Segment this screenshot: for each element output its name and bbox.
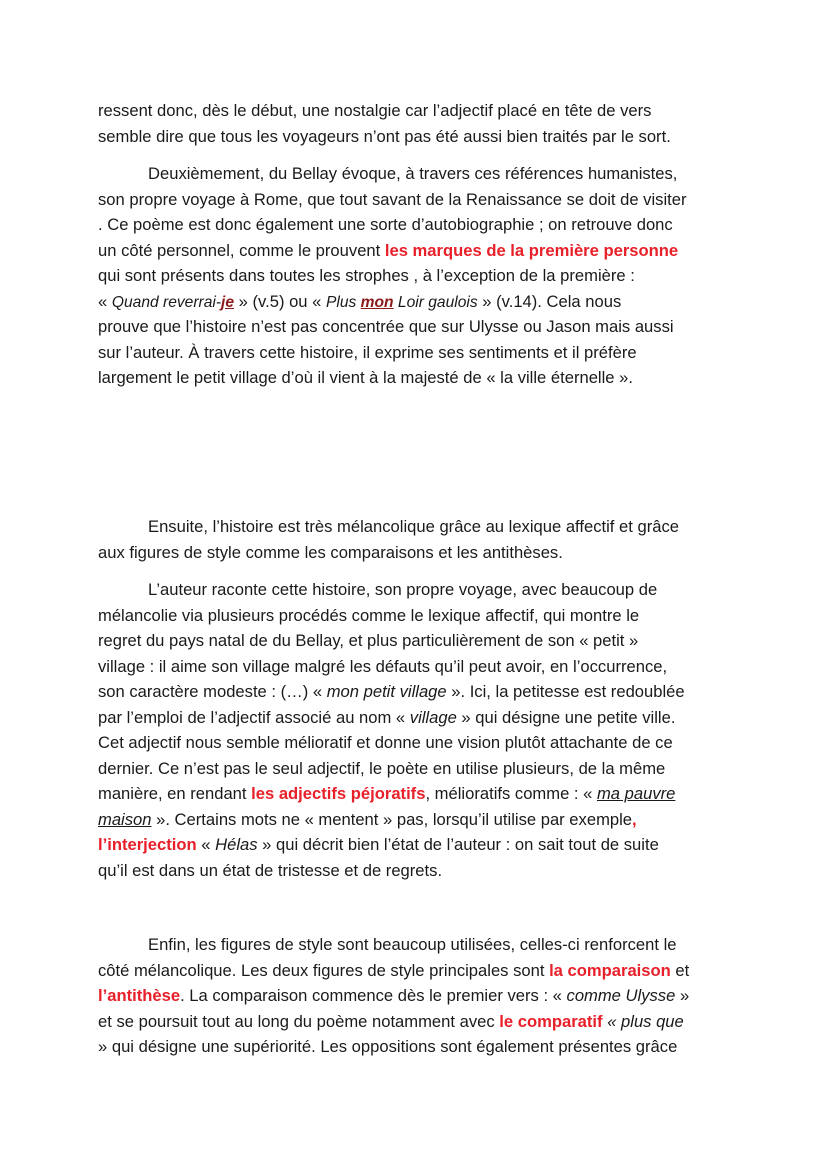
quote-italic: Plus [325,293,361,311]
text-run: , mélioratifs comme : « [425,784,597,803]
text-line: Deuxièmement, du Bellay évoque, à travers ces références humanistes, [148,164,678,183]
highlighted-phrase: le comparatif [499,1011,603,1031]
text-line: aux figures de style comme les comparaisons et les antithèses. [98,542,563,562]
text-run: » qui décrit bien l’état de l’auteur : on sait tout de suite [257,835,659,854]
text-line [98,238,738,264]
text-line [98,807,738,833]
quote-italic: comme Ulysse [566,986,676,1005]
text-line: son propre voyage à Rome, que tout savant de la Renaissance se doit de visiter [98,189,687,209]
quote-italic: maison [98,809,152,829]
text-line: Cet adjectif nous semble mélioratif et donne une vision plutôt attachante de ce [98,733,673,752]
text-run: ». Ici, la petitesse est redoublée [446,682,685,701]
text-run: . La comparaison commence dès le premier vers : « [180,986,567,1005]
text-run: « [98,291,112,311]
text-line: » qui désigne une supériorité. Les oppositions sont également présentes grâce [98,1037,678,1056]
paragraph-4 [98,577,738,883]
highlighted-phrase: , [632,809,637,829]
text-line: Ensuite, l’histoire est très mélancolique grâce au lexique affectif et grâce [148,517,679,536]
text-run: ». Certains mots ne « mentent » pas, lorsqu’il utilise par exemple [151,809,633,829]
text-run: et [670,960,690,980]
highlighted-phrase: les adjectifs péjoratifs [251,784,426,803]
text-line: village : il aime son village malgré les défauts qu’il peut avoir, en l’occurrence, [98,656,668,676]
paragraph-1 [98,98,738,149]
quote-italic: village [409,707,457,727]
text-line: regret du pays natal de du Bellay, et plus particulièrement de son « petit » [98,631,639,650]
text-line: . Ce poème est donc également une sorte d’autobiographie ; on retrouve donc [98,215,673,234]
text-line [98,705,738,731]
underlined-word: mon [360,293,394,311]
text-run: et se poursuit tout au long du poème notamment avec [98,1011,500,1031]
text-run: » qui désigne une petite ville. [456,707,676,727]
highlighted-phrase: les marques de la première personne [384,240,679,260]
highlighted-phrase: l’antithèse [98,986,181,1005]
text-line [98,1009,738,1035]
text-line [98,289,738,315]
quote-italic: Quand reverrai- [111,293,222,311]
text-line [98,781,738,807]
text-line: qu’il est dans un état de tristesse et de regrets. [98,860,443,880]
text-line [98,679,738,705]
quote-italic: « plus que [607,1011,684,1031]
paragraph-2 [98,161,738,391]
text-run: « [196,835,216,854]
paragraph-5 [98,932,738,1060]
highlighted-phrase: la comparaison [549,960,671,980]
paragraph-3 [98,514,738,565]
quote-italic: mon petit village [326,682,447,701]
text-run: un côté personnel, comme le prouvent [98,240,385,260]
quote-italic: Hélas [215,835,258,854]
text-line: ressent donc, dès le début, une nostalgie car l’adjectif placé en tête de vers [98,101,652,120]
text-run: son caractère modeste : (…) « [98,682,327,701]
text-line: qui sont présents dans toutes les strophes , à l’exception de la première : [98,266,635,285]
quote-italic: ma pauvre [596,784,676,803]
text-run: » [675,986,690,1005]
text-run: par l’emploi de l’adjectif associé au nom « [98,707,410,727]
text-line [98,958,738,984]
text-run: » (v.14). Cela nous [477,291,622,311]
text-line: dernier. Ce n’est pas le seul adjectif, le poète en utilise plusieurs, de la même [98,758,666,778]
text-run: manière, en rendant [98,784,252,803]
highlighted-phrase: l’interjection [98,835,197,854]
text-line: prouve que l’histoire n’est pas concentrée que sur Ulysse ou Jason mais aussi [98,317,674,336]
quote-italic: Loir gaulois [393,293,478,311]
text-line: largement le petit village d’où il vient à la majesté de « la ville éternelle ». [98,368,633,387]
text-line: semble dire que tous les voyageurs n’ont pas été aussi bien traités par le sort. [98,126,671,146]
text-line: Enfin, les figures de style sont beaucoup utilisées, celles-ci renforcent le [148,935,677,954]
text-run: » (v.5) ou « [234,291,326,311]
underlined-word: je [221,293,235,311]
text-line [98,832,738,858]
text-line: mélancolie via plusieurs procédés comme le lexique affectif, qui montre le [98,605,640,625]
text-line: L’auteur raconte cette histoire, son propre voyage, avec beaucoup de [148,580,658,599]
text-run: côté mélancolique. Les deux figures de style principales sont [98,960,550,980]
text-line: sur l’auteur. À travers cette histoire, il exprime ses sentiments et il préfère [98,342,637,362]
text-line [98,983,738,1009]
